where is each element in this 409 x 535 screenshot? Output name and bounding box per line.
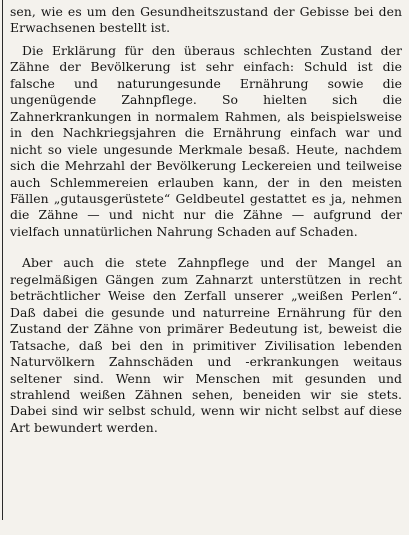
article-column: [10, 4, 402, 436]
column-rule: [2, 0, 3, 520]
paragraph-continuation: sen, wie es um den Gesundheitszustand der Gebisse bei den Erwachsenen bestellt ist.: [10, 4, 402, 36]
paragraph-dental-care: Aber auch die stete Zahnpflege und der Mangel an regelmäßigen Gängen zum Zahnarzt unterstützen in recht beträchtlicher Weise den Zerfall unserer „weißen Perlen“. Daß dabei die gesunde und naturreine Ernährung für den Zustand der Zähne von primärer Bedeutung ist, beweist die Tatsache, daß bei den in primitiver Zivilisation lebenden Naturvölkern Zahnschäden und -erkrankungen weitaus seltener sind. Wenn wir Menschen mit gesunden und strahlend weißen Zähnen sehen, beneiden wir sie stets. Dabei sind wir selbst schuld, wenn wir nicht selbst auf diese Art bewundert werden.: [10, 255, 402, 435]
paragraph-explanation: Die Erklärung für den überaus schlechten Zustand der Zähne der Bevölkerung ist sehr einfach: Schuld ist die falsche und naturungesunde Ernährung sowie die ungenügende Zahnpflege. So hielten sich die Zahnerkrankungen in normalem Rahmen, als beispielsweise in den Nachkriegsjahren die Ernährung einfach war und nicht so viele ungesunde Merkmale besaß. Heute, nachdem sich die Mehrzahl der Bevölkerung Leckereien und teilweise auch Schlemmereien erlauben kann, der in den meisten Fällen „gutausgerüstete“ Geldbeutel gestattet es ja, nehmen die Zähne — und nicht nur die Zähne — aufgrund der vielfach unnatürlichen Nahrung Schaden auf Schaden.: [10, 42, 402, 239]
